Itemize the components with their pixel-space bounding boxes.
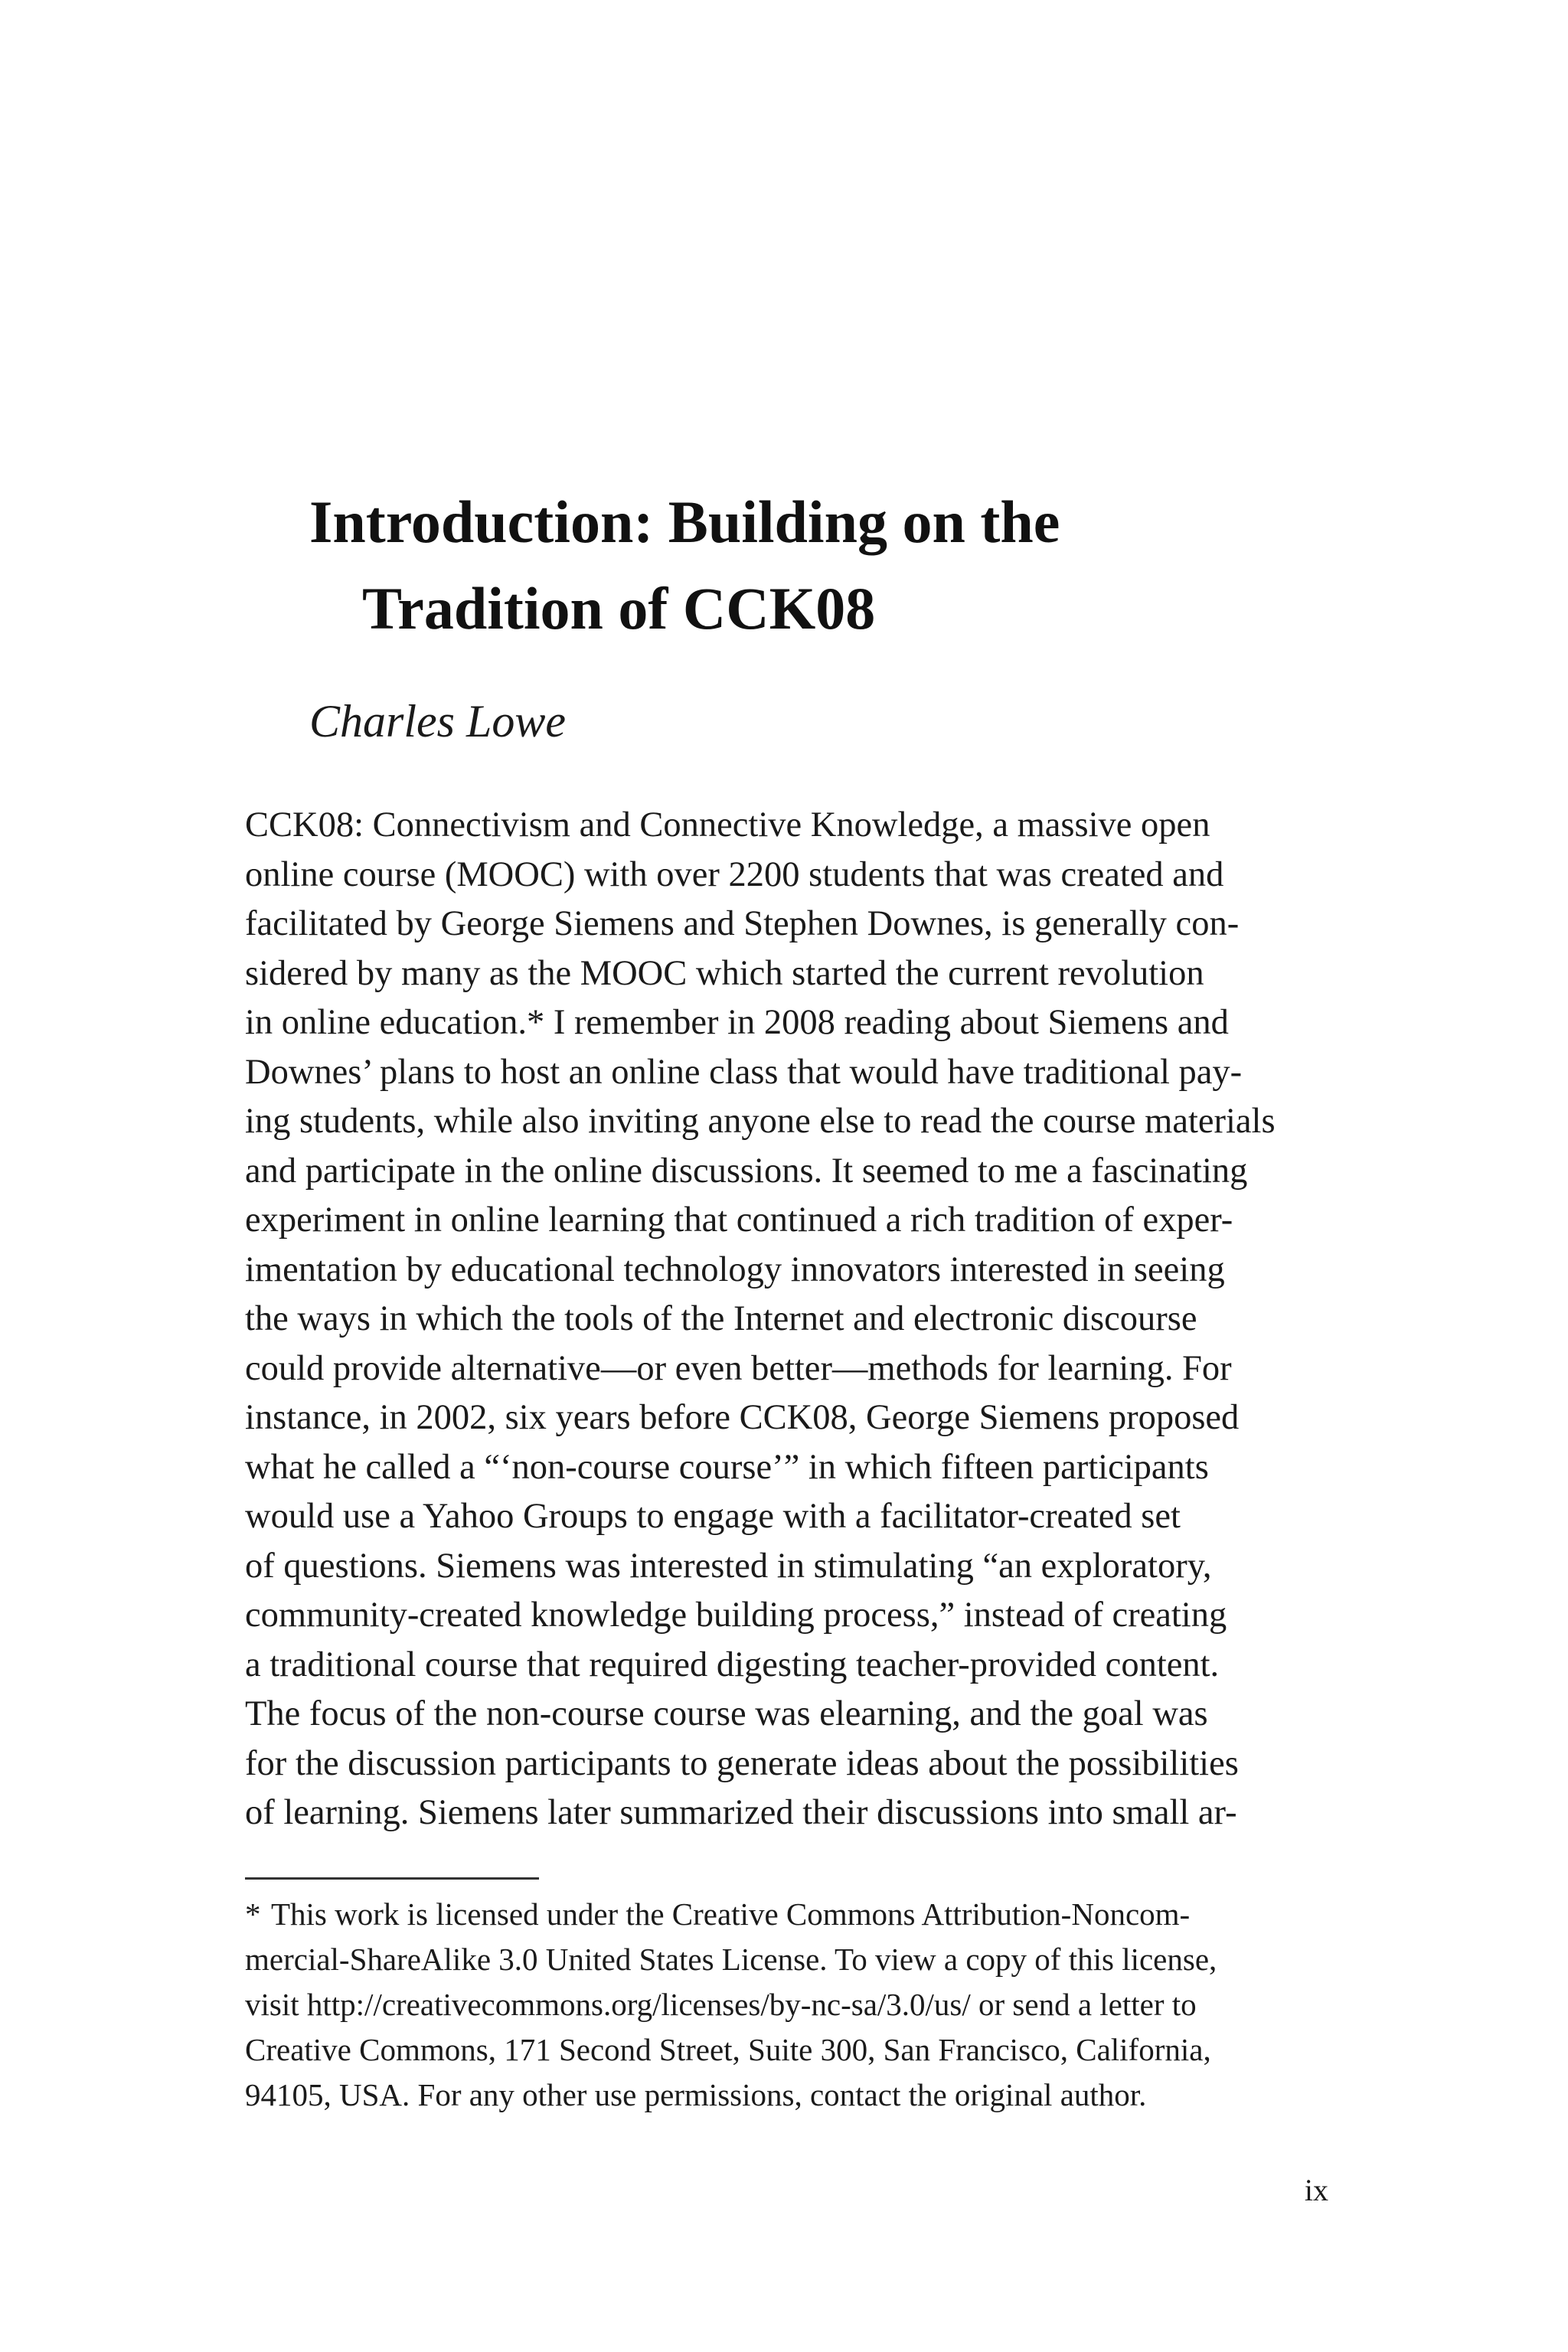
body-line: sidered by many as the MOOC which started the current revolution — [245, 953, 1204, 993]
body-line: of questions. Siemens was interested in stimulating “an exploratory, — [245, 1546, 1212, 1586]
chapter-title — [309, 479, 1381, 652]
chapter-title-line-1: Introduction: Building on the — [309, 488, 1060, 555]
body-line: a traditional course that required digesting teacher-provided content. — [245, 1645, 1220, 1684]
footnote-line-text: This work is licensed under the Creative Commons Attribution-Noncom- — [271, 1896, 1191, 1932]
body-line: facilitated by George Siemens and Stephen Downes, is generally con- — [245, 904, 1240, 943]
footnote-line: Creative Commons, 171 Second Street, Suite 300, San Francisco, California, — [245, 2032, 1211, 2067]
page-number: ix — [1304, 2173, 1328, 2207]
body-line: online course (MOOC) with over 2200 students that was created and — [245, 854, 1224, 894]
body-line: in online education.* I remember in 2008 reading about Siemens and — [245, 1003, 1229, 1042]
body-line: for the discussion participants to generate ideas about the possibilities — [245, 1743, 1239, 1783]
body-line: experiment in online learning that continued a rich tradition of exper- — [245, 1200, 1233, 1240]
footnote-line: mercial-ShareAlike 3.0 United States License. To view a copy of this license, — [245, 1942, 1217, 1977]
footnote-marker: * — [245, 1896, 261, 1932]
body-line: what he called a “‘non-course course’” in which fifteen participants — [245, 1447, 1209, 1487]
body-line: of learning. Siemens later summarized their discussions into small ar- — [245, 1793, 1237, 1832]
footnote — [245, 1892, 1325, 2118]
chapter-author: Charles Lowe — [309, 696, 567, 746]
body-paragraph — [245, 801, 1325, 1838]
body-line: could provide alternative—or even better—methods for learning. For — [245, 1348, 1232, 1388]
body-line: ing students, while also inviting anyone else to read the course materials — [245, 1102, 1276, 1141]
footnote-line — [245, 1892, 1325, 1937]
body-line: community-created knowledge building process,” instead of creating — [245, 1596, 1227, 1635]
body-line: instance, in 2002, six years before CCK08, George Siemens proposed — [245, 1398, 1240, 1437]
footnote-divider — [245, 1877, 539, 1880]
body-line: the ways in which the tools of the Internet and electronic discourse — [245, 1299, 1197, 1338]
footnote-line: 94105, USA. For any other use permissions, contact the original author. — [245, 2077, 1147, 2112]
footnote-line: visit http://creativecommons.org/licenses/by-nc-sa/3.0/us/ or send a letter to — [245, 1987, 1197, 2022]
chapter-title-line-2: Tradition of CCK08 — [362, 575, 876, 642]
body-line: Downes’ plans to host an online class that would have traditional pay- — [245, 1052, 1243, 1092]
body-line: The focus of the non-course course was elearning, and the goal was — [245, 1694, 1208, 1733]
body-line: CCK08: Connectivism and Connective Knowledge, a massive open — [245, 805, 1210, 844]
body-line: imentation by educational technology innovators interested in seeing — [245, 1250, 1225, 1289]
body-line: would use a Yahoo Groups to engage with a facilitator-created set — [245, 1497, 1181, 1536]
body-line: and participate in the online discussions. It seemed to me a fascinating — [245, 1151, 1248, 1191]
